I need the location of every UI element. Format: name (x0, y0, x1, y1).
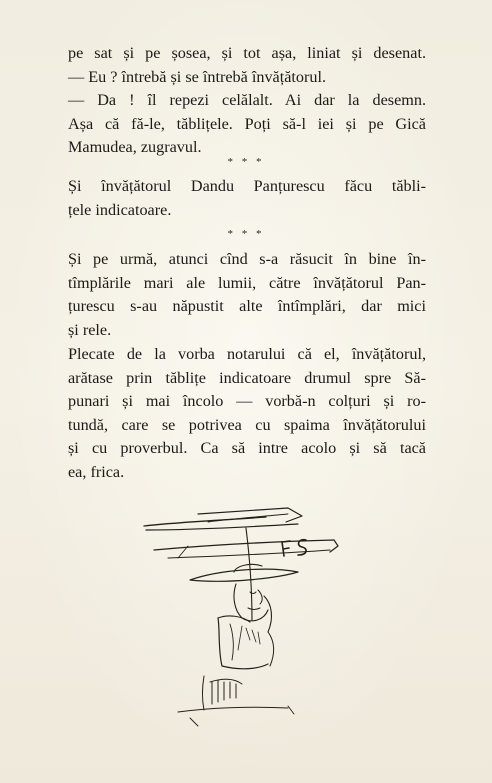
hat-brim (190, 569, 298, 581)
signpost-arrow-upper (144, 508, 302, 530)
text-line: Și învățătorul Dandu Panțurescu făcu tăbli- (68, 177, 426, 195)
text-line: Mamudea, zugravul. (68, 138, 202, 157)
text-line: — Da ! îl repezi celălalt. Ai dar la desemn. (68, 91, 426, 110)
text-line: și rele. (68, 320, 112, 339)
signpost-pole (246, 528, 252, 620)
text-line: țele indicatoare. (68, 200, 172, 219)
text-line: tundă, care se potrivea cu spaima învățătorului (68, 415, 426, 434)
text-line: — Eu ? întrebă și se întrebă învățătorul. (68, 67, 327, 86)
paragraph-3 (68, 248, 426, 342)
section-separator: * * * (227, 156, 265, 168)
text-line: Așa că fă-le, tăblițele. Poți să-l iei și pe Gică (68, 114, 426, 133)
ink-sketch-illustration (138, 500, 348, 730)
fence-marks (178, 676, 294, 726)
text-line: și cu proverbul. Ca să intre acolo și să tacă (68, 439, 426, 458)
man-figure (218, 584, 274, 669)
text-line: Plecate de la vorba notarului că el, învățătorul, (68, 345, 426, 363)
text-line: țurescu s-au năpustit alte întîmplări, dar mici (68, 297, 426, 316)
text-line: arătase prin tăblițe indicatoare drumul spre Să- (68, 368, 426, 387)
text-line: tîmplările mari ale lumii, către învățătorul Pan- (68, 273, 426, 292)
text-line: punari și mai încolo — vorbă-n colțuri și ro- (68, 392, 426, 411)
paragraph-1 (68, 42, 426, 160)
signpost-arrow-lower (154, 540, 338, 558)
paragraph-2 (68, 175, 426, 222)
section-separator: * * * (227, 228, 265, 240)
text-line: pe sat și pe șosea, și tot așa, liniat și desenat. (68, 44, 426, 62)
text-line: ea, frica. (68, 462, 125, 481)
paragraph-4 (68, 343, 426, 485)
text-line: Și pe urmă, atunci cînd s-a răsucit în bine în- (68, 250, 426, 268)
artist-initials (282, 540, 306, 556)
